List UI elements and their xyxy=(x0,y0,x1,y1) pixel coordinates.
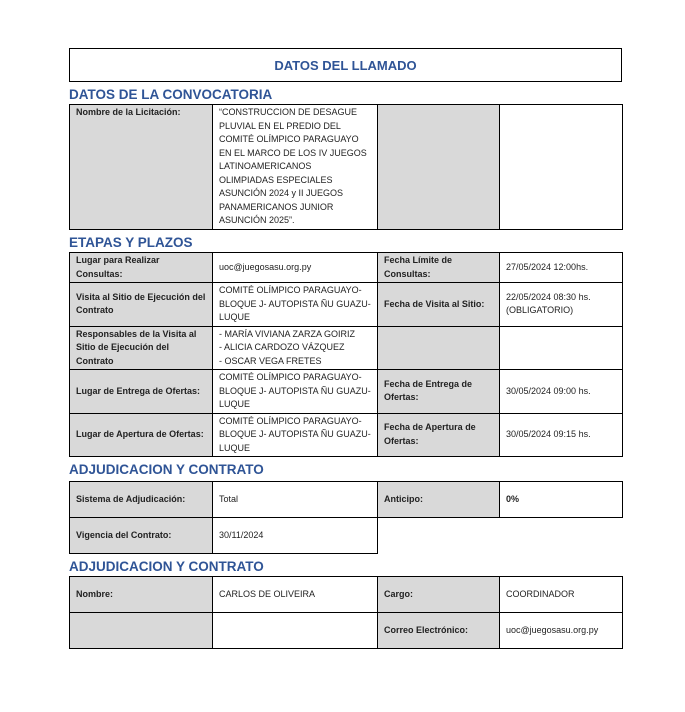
table-row xyxy=(70,326,623,370)
sistema-adjudicacion-value: Total xyxy=(213,482,378,518)
anticipo-label: Anticipo: xyxy=(378,482,500,518)
section-heading-etapas: ETAPAS Y PLAZOS xyxy=(69,235,193,250)
empty-cell xyxy=(378,105,500,230)
adjudicacion-table xyxy=(69,481,623,554)
empty-cell xyxy=(500,326,623,370)
empty-cell xyxy=(378,326,500,370)
vigencia-label: Vigencia del Contrato: xyxy=(70,518,213,554)
apertura-fecha-value: 30/05/2024 09:15 hs. xyxy=(500,413,623,457)
section-heading-convocatoria: DATOS DE LA CONVOCATORIA xyxy=(69,87,273,102)
table-row xyxy=(70,413,623,457)
sistema-adjudicacion-label: Sistema de Adjudicación: xyxy=(70,482,213,518)
visita-fecha-label: Fecha de Visita al Sitio: xyxy=(378,283,500,327)
section-heading-adjudicacion: ADJUDICACION Y CONTRATO xyxy=(69,462,264,477)
responsable-item: - OSCAR VEGA FRETES xyxy=(219,355,322,366)
nombre-label: Nombre: xyxy=(70,577,213,613)
entrega-fecha-value: 30/05/2024 09:00 hs. xyxy=(500,370,623,414)
empty-cell xyxy=(500,105,623,230)
anticipo-value: 0% xyxy=(500,482,623,518)
empty-cell xyxy=(213,613,378,649)
contacto-table xyxy=(69,576,623,649)
table-row xyxy=(70,482,623,518)
vigencia-value: 30/11/2024 xyxy=(213,518,378,554)
document-page xyxy=(69,48,622,649)
entrega-lugar-label: Lugar de Entrega de Ofertas: xyxy=(70,370,213,414)
consultas-lugar-value: uoc@juegosasu.org.py xyxy=(213,253,378,283)
table-row xyxy=(70,253,623,283)
table-row xyxy=(70,105,623,230)
entrega-lugar-value: COMITÉ OLÍMPICO PARAGUAYO- BLOQUE J- AUTOPISTA ÑU GUAZU- LUQUE xyxy=(213,370,378,414)
entrega-fecha-label: Fecha de Entrega de Ofertas: xyxy=(378,370,500,414)
responsable-item: - MARÍA VIVIANA ZARZA GOIRIZ xyxy=(219,328,356,339)
table-row xyxy=(70,577,623,613)
licitacion-value: “CONSTRUCCION DE DESAGUE PLUVIAL EN EL PREDIO DEL COMITÉ OLÍMPICO PARAGUAYO EN EL MARCO DE LOS IV JUEGOS LATINOAMERICANOS OLIMPIADAS ESPECIALES ASUNCIÓN 2024 y II JUEGOS PANAMERICANOS JUNIOR ASUNCIÓN 2025”. xyxy=(213,105,378,230)
nombre-value: CARLOS DE OLIVEIRA xyxy=(213,577,378,613)
apertura-lugar-value: COMITÉ OLÍMPICO PARAGUAYO- BLOQUE J- AUTOPISTA ÑU GUAZU- LUQUE xyxy=(213,413,378,457)
cargo-label: Cargo: xyxy=(378,577,500,613)
visita-sitio-label: Visita al Sitio de Ejecución del Contrato xyxy=(70,283,213,327)
page-title: DATOS DEL LLAMADO xyxy=(69,48,622,82)
consultas-lugar-label: Lugar para Realizar Consultas: xyxy=(70,253,213,283)
table-row xyxy=(70,518,623,554)
consultas-fecha-label: Fecha Límite de Consultas: xyxy=(378,253,500,283)
responsable-item: - ALICIA CARDOZO VÁZQUEZ xyxy=(219,342,345,352)
visita-fecha-value: 22/05/2024 08:30 hs. (OBLIGATORIO) xyxy=(500,283,623,327)
convocatoria-table xyxy=(69,104,623,230)
responsables-label: Responsables de la Visita al Sitio de Ejecución del Contrato xyxy=(70,326,213,370)
licitacion-label: Nombre de la Licitación: xyxy=(70,105,213,230)
consultas-fecha-value: 27/05/2024 12:00hs. xyxy=(500,253,623,283)
section-heading-contacto: ADJUDICACION Y CONTRATO xyxy=(69,559,264,574)
cargo-value: COORDINADOR xyxy=(500,577,623,613)
correo-label: Correo Electrónico: xyxy=(378,613,500,649)
apertura-lugar-label: Lugar de Apertura de Ofertas: xyxy=(70,413,213,457)
empty-cell xyxy=(70,613,213,649)
table-row xyxy=(70,283,623,327)
responsables-value xyxy=(213,326,378,370)
apertura-fecha-label: Fecha de Apertura de Ofertas: xyxy=(378,413,500,457)
table-row xyxy=(70,370,623,414)
table-row xyxy=(70,613,623,649)
etapas-table xyxy=(69,252,623,457)
correo-value: uoc@juegosasu.org.py xyxy=(500,613,623,649)
visita-sitio-value: COMITÉ OLÍMPICO PARAGUAYO- BLOQUE J- AUTOPISTA ÑU GUAZU- LUQUE xyxy=(213,283,378,327)
